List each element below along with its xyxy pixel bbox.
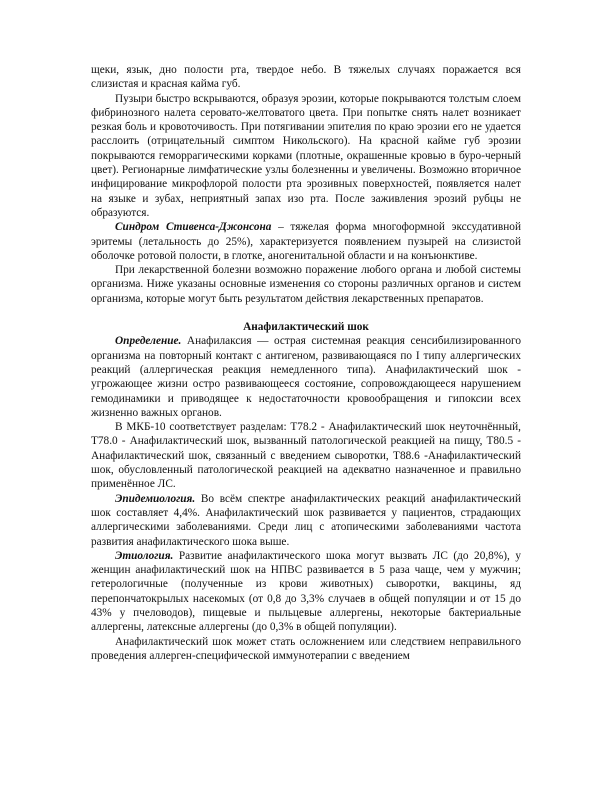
stevens-johnson-text: – тяжелая форма многоформной экссудативной эритемы (летальность до 25%), характеризуется появлением пузырей на слизистой оболочке ротовой полости, в глотке, аногенитальной области и на конъюнктиве. bbox=[91, 221, 521, 262]
paragraph-epidemiology bbox=[91, 492, 521, 549]
paragraph-immunotherapy: Анафилактический шок может стать осложнением или следствием неправильного проведения аллерген-специфической иммунотерапии с введением bbox=[91, 635, 521, 662]
term-definition: Определение. bbox=[115, 335, 182, 348]
term-etiology: Этиология. bbox=[115, 549, 174, 562]
paragraph-erosions: Пузыри быстро вскрываются, образуя эрозии, которые покрываются толстым слоем фибринозного налета серовато-желтоватого цвета. При попытке снять налет возникает резкая боль и кровоточивость. При потягивании эпителия по краю эрозии его не удается расслоить (отрицательный симптом Никольского). На красной кайме губ эрозии покрываются геморрагическими корками (плотные, окрашенные кровью в буро-черный цвет). Регионарные лимфатические узлы болезненны и увеличены. Возможно вторичное инфицирование микрофлорой полости рта эрозивных поверхностей, появляется налет на языке и зубах, неприятный запах изо рта. После заживления эрозий рубцы не образуются. bbox=[91, 92, 521, 219]
paragraph-icd10: В МКБ-10 соответствует разделам: T78.2 - Анафилактический шок неуточнённый, T78.0 - Анафилактический шок, вызванный патологической реакцией на пищу, T80.5 - Анафилактический шок, связанный с введением сыворотки, T88.6 -Анафилактический шок, обусловленный патологической реакцией на адекватно назначенное и правильно применённое ЛС. bbox=[91, 421, 521, 491]
paragraph-drug-disease: При лекарственной болезни возможно поражение любого органа и любой системы организма. Ниже указаны основные изменения со стороны различных органов и систем организма, которые могут быть результатом действия лекарственных препаратов. bbox=[91, 264, 521, 305]
paragraph-etiology bbox=[91, 549, 521, 635]
paragraph-definition bbox=[91, 334, 521, 420]
section-heading: Анафилактический шок bbox=[243, 321, 369, 334]
paragraph-stevens-johnson bbox=[91, 220, 521, 263]
definition-text: Анафилаксия — острая системная реакция сенсибилизированного организма на повторный контакт с антигеном, развивающаяся по I типу аллергических реакций (аллергическая реакция немедленного типа). Анафилактический шок - угрожающее жизни остро развивающееся состояние, сопровождающееся нарушением гемодинамики и приводящее к недостаточности кровообращения и гипоксии всех жизненно важных органов. bbox=[91, 335, 521, 419]
epidemiology-text: Во всём спектре анафилактических реакций анафилактический шок составляет 4,4%. Анафилактический шок развивается у пациентов, страдающих аллергическими заболеваниями. Среди лиц с атопическими заболеваниями частота развития анафилактического шока выше. bbox=[91, 492, 521, 548]
term-epidemiology: Эпидемиология. bbox=[115, 492, 196, 505]
etiology-text: Развитие анафилактического шока могут вызвать ЛС (до 20,8%), у женщин анафилактический шок на НПВС развивается в 5 раза чаще, чем у мужчин; гетерологичные (полученные из крови животных) сыворотки, вакцины, яд перепончатокрылых насекомых (от 0,8 до 3,3% случаев в общей популяции и от 15 до 43% у пчеловодов), пищевые и пыльцевые аллергены, некоторые бактериальные аллергены, латексные аллергены (до 0,3% в общей популяции). bbox=[91, 549, 521, 634]
paragraph-lesion-sites: щеки, язык, дно полости рта, твердое небо. В тяжелых случаях поражается вся слизистая и красная кайма губ. bbox=[91, 64, 521, 91]
spacer bbox=[91, 306, 521, 320]
term-stevens-johnson: Синдром Стивенса-Джонсона bbox=[115, 221, 272, 234]
